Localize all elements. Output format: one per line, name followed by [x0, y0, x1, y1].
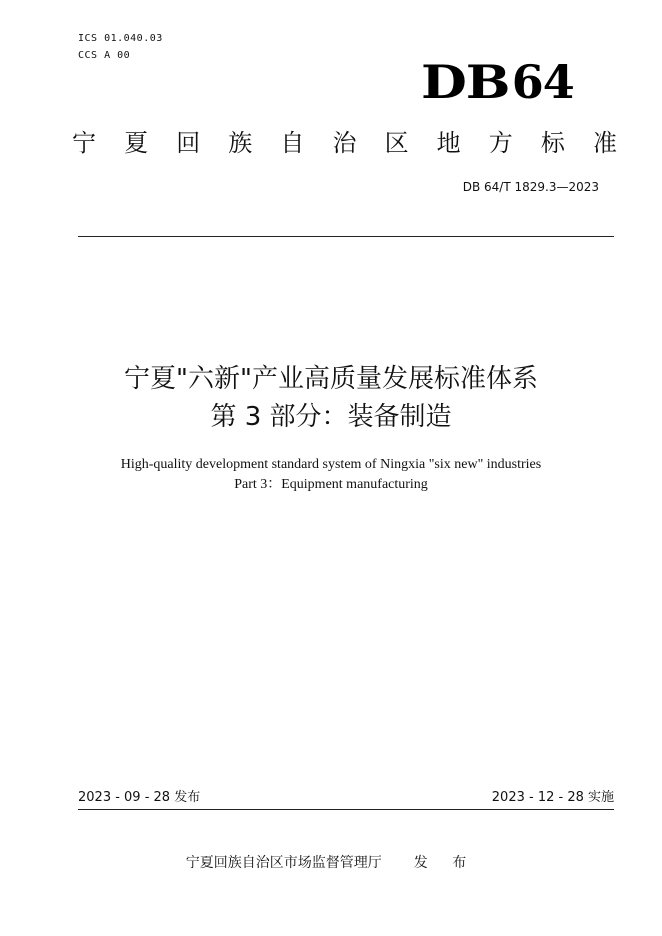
- db64-logo: [421, 55, 574, 109]
- ics-code: ICS 01.040.03: [78, 33, 163, 44]
- issuer-name: 宁夏回族自治区市场监督管理厅: [185, 855, 382, 871]
- title-en-line1: High-quality development standard system of Ningxia "six new" industries: [120, 457, 542, 472]
- standard-type-char: 治: [332, 129, 357, 157]
- ccs-code: CCS A 00: [78, 50, 131, 61]
- standard-type-char: 标: [540, 129, 565, 157]
- standard-type-char: 夏: [124, 129, 149, 157]
- standard-type-char: 宁: [72, 129, 96, 157]
- standard-type-char: 族: [228, 129, 253, 157]
- implement-date: 2023 - 12 - 28 实施: [491, 790, 614, 805]
- standard-type-char: 回: [176, 129, 201, 157]
- title-cn-line2: 第 3 部分：装备制造: [210, 402, 452, 432]
- standard-type-char: 区: [384, 129, 409, 157]
- standard-type-char: 自: [280, 129, 305, 157]
- issuer-verb: 发 布: [413, 855, 477, 871]
- footer-divider: [78, 809, 614, 810]
- standard-type-char: 地: [436, 129, 461, 157]
- standard-type-heading: [72, 128, 617, 158]
- logo-letters: DB: [421, 55, 510, 109]
- title-cn-line1: 宁夏"六新"产业高质量发展标准体系: [124, 364, 538, 394]
- header-divider: [78, 236, 614, 237]
- issuer-line: [0, 852, 662, 874]
- title-en-line2: Part 3：Equipment manufacturing: [234, 477, 428, 492]
- standard-type-char: 方: [488, 129, 513, 157]
- publish-date: 2023 - 09 - 28 发布: [78, 790, 201, 805]
- logo-number: 64: [511, 55, 574, 109]
- standard-type-char: 准: [592, 129, 617, 157]
- standard-number: DB 64/T 1829.3—2023: [462, 180, 599, 194]
